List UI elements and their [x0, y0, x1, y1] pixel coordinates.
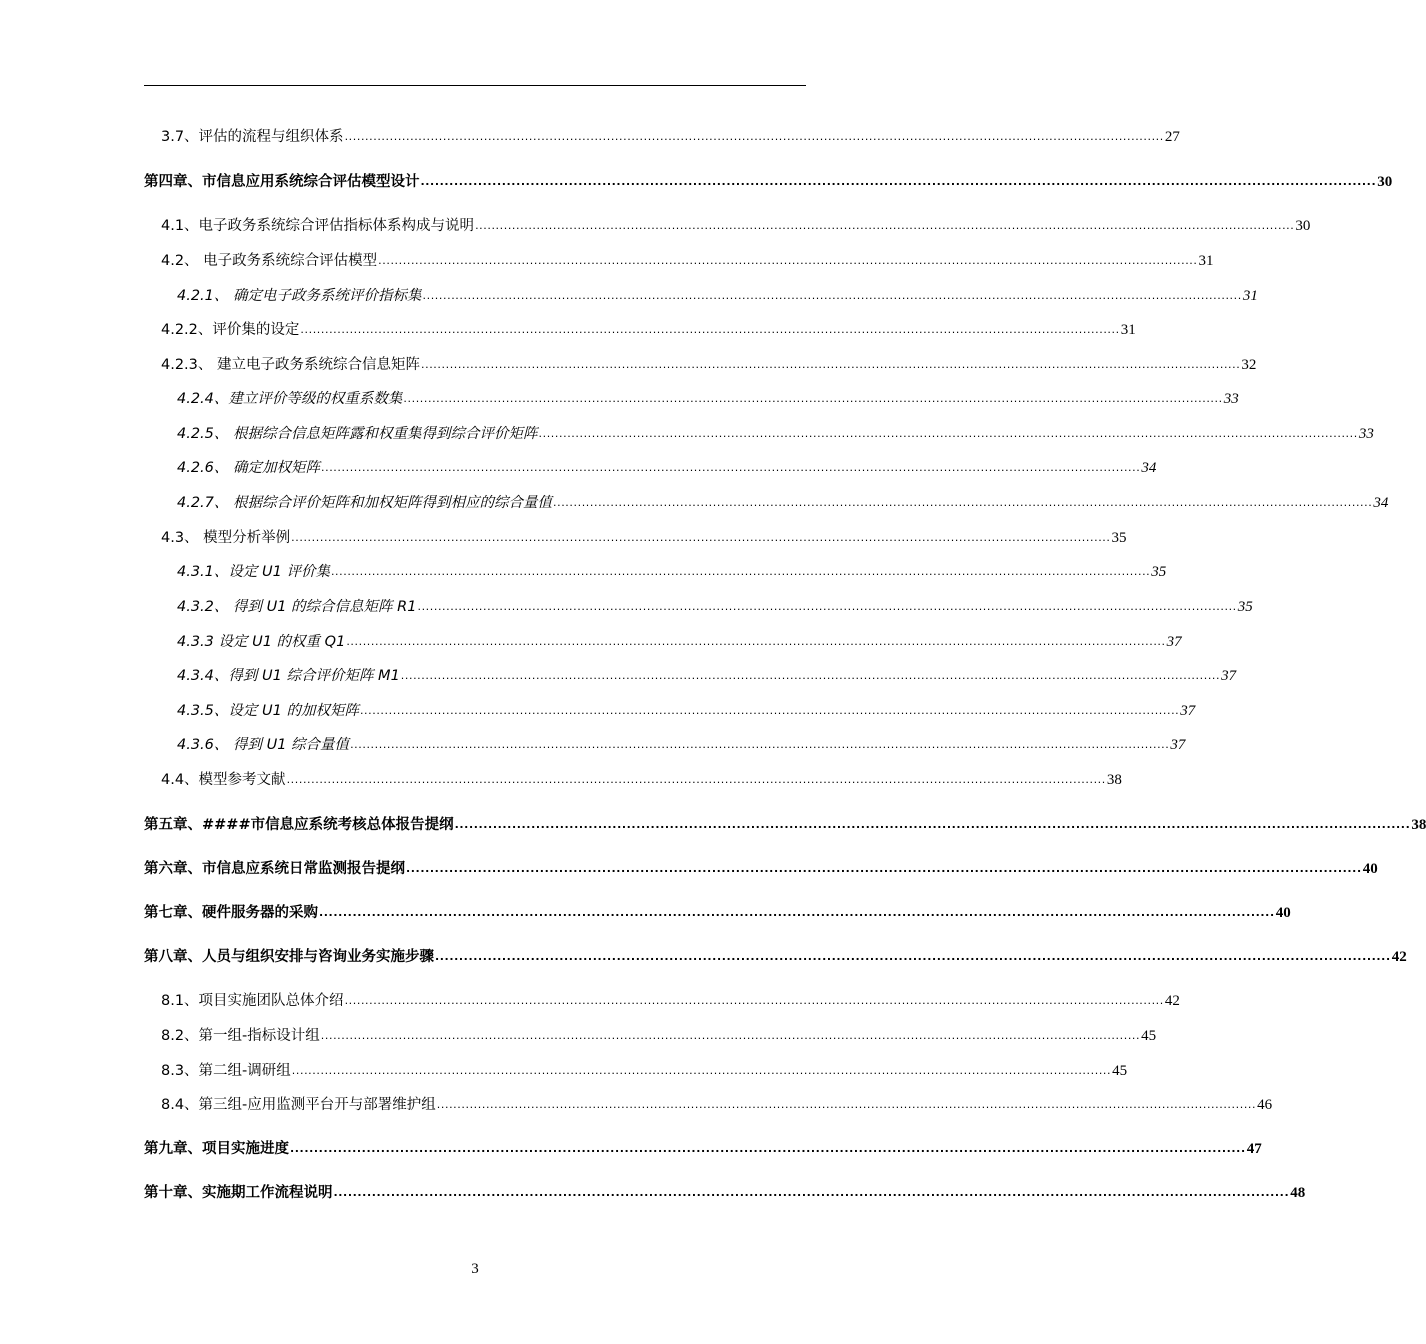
- toc-entry[interactable]: [144, 527, 1127, 547]
- toc-entry-page: 48: [1290, 1185, 1306, 1201]
- toc-entry-page: 35: [1237, 599, 1253, 615]
- toc-entry-page: 31: [1198, 253, 1214, 269]
- toc-dot-leader: ........................................................................................................................................................................................................: [435, 950, 1391, 963]
- toc-entry-title: 4.2.7、 根据综合评价矩阵和加权矩阵得到相应的综合量值: [177, 495, 553, 511]
- toc-dot-leader: ........................................................................................................................................................................................................: [350, 738, 1170, 751]
- toc-entry-title: 8.1、项目实施团队总体介绍: [161, 993, 344, 1009]
- toc-entry-title: 第九章、项目实施进度: [144, 1141, 289, 1157]
- toc-entry-page: 42: [1164, 993, 1180, 1009]
- toc-entry-title: 3.7、评估的流程与组织体系: [161, 129, 344, 145]
- toc-entry-page: 35: [1111, 530, 1127, 546]
- toc-entry-page: 33: [1358, 426, 1374, 442]
- toc-entry[interactable]: [144, 171, 1393, 191]
- toc-entry-title: 第七章、硬件服务器的采购: [144, 905, 318, 921]
- toc-entry-title: 第五章、####市信息应系统考核总体报告提纲: [144, 817, 454, 833]
- toc-entry-page: 30: [1377, 174, 1393, 190]
- toc-entry-title: 4.3、 模型分析举例: [161, 530, 291, 546]
- toc-dot-leader: ........................................................................................................................................................................................................: [420, 175, 1377, 188]
- toc-dot-leader: ........................................................................................................................................................................................................: [436, 1098, 1257, 1111]
- toc-dot-leader: ........................................................................................................................................................................................................: [344, 994, 1164, 1007]
- toc-dot-leader: ........................................................................................................................................................................................................: [475, 219, 1295, 232]
- toc-entry-title: 4.3.2、 得到 U1 的综合信息矩阵 R1: [177, 599, 417, 615]
- toc-entry[interactable]: [144, 126, 1180, 146]
- toc-entry-title: 4.2.2、评价集的设定: [161, 322, 300, 338]
- toc-entry[interactable]: [144, 492, 1389, 512]
- toc-entry-title: 4.3.1、设定 U1 评价集: [177, 564, 330, 580]
- toc-entry[interactable]: [144, 902, 1291, 922]
- toc-entry[interactable]: [144, 946, 1407, 966]
- toc-entry-title: 第四章、市信息应用系统综合评估模型设计: [144, 174, 420, 190]
- toc-entry-title: 4.4、模型参考文献: [161, 772, 286, 788]
- toc-dot-leader: ........................................................................................................................................................................................................: [346, 635, 1166, 648]
- toc-entry-title: 4.2.3、 建立电子政务系统综合信息矩阵: [161, 357, 421, 373]
- toc-entry-page: 45: [1112, 1063, 1128, 1079]
- toc-entry-title: 8.2、第一组-指标设计组: [161, 1028, 320, 1044]
- toc-dot-leader: ........................................................................................................................................................................................................: [333, 1186, 1290, 1199]
- toc-entry-page: 37: [1166, 634, 1182, 650]
- toc-entry[interactable]: [144, 990, 1180, 1010]
- toc-entry-title: 4.3.5、设定 U1 的加权矩阵: [177, 703, 359, 719]
- toc-entry-page: 40: [1275, 905, 1291, 921]
- toc-entry[interactable]: [144, 858, 1378, 878]
- toc-entry[interactable]: [144, 1138, 1262, 1158]
- toc-entry-page: 27: [1164, 129, 1180, 145]
- toc-entry[interactable]: [144, 319, 1136, 339]
- toc-entry-title: 4.1、电子政务系统综合评估指标体系构成与说明: [161, 218, 475, 234]
- toc-entry-title: 4.3.4、得到 U1 综合评价矩阵 M1: [177, 668, 400, 684]
- toc-dot-leader: ........................................................................................................................................................................................................: [359, 704, 1180, 717]
- toc-entry[interactable]: [144, 1094, 1273, 1114]
- toc-entry[interactable]: [144, 665, 1237, 685]
- toc-dot-leader: ........................................................................................................................................................................................................: [422, 289, 1242, 302]
- toc-dot-leader: ........................................................................................................................................................................................................: [330, 565, 1151, 578]
- toc-dot-leader: ........................................................................................................................................................................................................: [403, 392, 1223, 405]
- toc-entry-title: 4.3.6、 得到 U1 综合量值: [177, 737, 350, 753]
- toc-entry[interactable]: [144, 1182, 1306, 1202]
- toc-entry-title: 4.2.4、建立评价等级的权重系数集: [177, 391, 403, 407]
- toc-entry[interactable]: [144, 215, 1311, 235]
- toc-dot-leader: ........................................................................................................................................................................................................: [321, 461, 1141, 474]
- toc-entry-page: 33: [1223, 391, 1239, 407]
- toc-dot-leader: ........................................................................................................................................................................................................: [344, 130, 1164, 143]
- toc-entry[interactable]: [144, 700, 1196, 720]
- toc-dot-leader: ........................................................................................................................................................................................................: [320, 1029, 1141, 1042]
- toc-entry[interactable]: [144, 457, 1157, 477]
- toc-entry-page: 38: [1411, 817, 1426, 833]
- toc-dot-leader: ........................................................................................................................................................................................................: [454, 818, 1411, 831]
- toc-entry[interactable]: [144, 561, 1167, 581]
- toc-entry-page: 35: [1151, 564, 1167, 580]
- toc-entry-page: 32: [1241, 357, 1257, 373]
- toc-entry-title: 8.4、第三组-应用监测平台开与部署维护组: [161, 1097, 436, 1113]
- toc-entry-page: 37: [1180, 703, 1196, 719]
- toc-entry[interactable]: [144, 769, 1122, 789]
- toc-entry-title: 4.2、 电子政务系统综合评估模型: [161, 253, 378, 269]
- toc-dot-leader: ........................................................................................................................................................................................................: [417, 600, 1237, 613]
- toc-entry-page: 34: [1141, 460, 1157, 476]
- toc-entry-page: 34: [1373, 495, 1389, 511]
- toc-entry-page: 37: [1221, 668, 1237, 684]
- toc-dot-leader: ........................................................................................................................................................................................................: [300, 323, 1120, 336]
- toc-entry[interactable]: [144, 1060, 1128, 1080]
- toc-dot-leader: ........................................................................................................................................................................................................: [286, 773, 1106, 786]
- toc-entry-page: 47: [1246, 1141, 1262, 1157]
- toc-entry[interactable]: [144, 388, 1239, 408]
- toc-entry[interactable]: [144, 423, 1374, 443]
- toc-entry-title: 4.3.3 设定 U1 的权重 Q1: [177, 634, 346, 650]
- toc-entry[interactable]: [144, 631, 1182, 651]
- toc-entry[interactable]: [144, 285, 1258, 305]
- toc-dot-leader: ........................................................................................................................................................................................................: [291, 1064, 1112, 1077]
- toc-entry[interactable]: [144, 734, 1186, 754]
- page-number: 3: [471, 1261, 479, 1277]
- toc-entry-title: 4.2.6、 确定加权矩阵: [177, 460, 321, 476]
- toc-entry[interactable]: [144, 814, 1426, 834]
- toc-entry-title: 8.3、第二组-调研组: [161, 1063, 291, 1079]
- toc-entry-page: 38: [1106, 772, 1122, 788]
- toc-entry-page: 46: [1257, 1097, 1273, 1113]
- toc-dot-leader: ........................................................................................................................................................................................................: [421, 358, 1241, 371]
- toc-dot-leader: ........................................................................................................................................................................................................: [378, 254, 1198, 267]
- toc-dot-leader: ........................................................................................................................................................................................................: [406, 862, 1362, 875]
- toc-entry-page: 37: [1170, 737, 1186, 753]
- header-rule: [144, 85, 806, 86]
- toc-entry-page: 31: [1120, 322, 1136, 338]
- toc-entry-page: 31: [1242, 288, 1258, 304]
- toc-entry-page: 30: [1295, 218, 1311, 234]
- toc-entry-title: 4.2.5、 根据综合信息矩阵露和权重集得到综合评价矩阵: [177, 426, 538, 442]
- toc-entry-title: 第八章、人员与组织安排与咨询业务实施步骤: [144, 949, 434, 965]
- toc-entry-page: 45: [1141, 1028, 1157, 1044]
- toc-entry[interactable]: [144, 1025, 1157, 1045]
- toc-entry[interactable]: [144, 596, 1253, 616]
- toc-entry-title: 第十章、实施期工作流程说明: [144, 1185, 333, 1201]
- toc-entry[interactable]: [144, 250, 1214, 270]
- toc-dot-leader: ........................................................................................................................................................................................................: [400, 669, 1221, 682]
- toc-dot-leader: ........................................................................................................................................................................................................: [538, 427, 1358, 440]
- toc-dot-leader: ........................................................................................................................................................................................................: [553, 496, 1373, 509]
- toc-entry-title: 第六章、市信息应系统日常监测报告提纲: [144, 861, 405, 877]
- toc-dot-leader: ........................................................................................................................................................................................................: [319, 906, 1275, 919]
- toc-entry-title: 4.2.1、 确定电子政务系统评价指标集: [177, 288, 422, 304]
- toc-entry-page: 42: [1391, 949, 1407, 965]
- toc-entry-page: 40: [1362, 861, 1378, 877]
- toc-dot-leader: ........................................................................................................................................................................................................: [291, 531, 1111, 544]
- toc-entry[interactable]: [144, 354, 1257, 374]
- toc-dot-leader: ........................................................................................................................................................................................................: [290, 1142, 1246, 1155]
